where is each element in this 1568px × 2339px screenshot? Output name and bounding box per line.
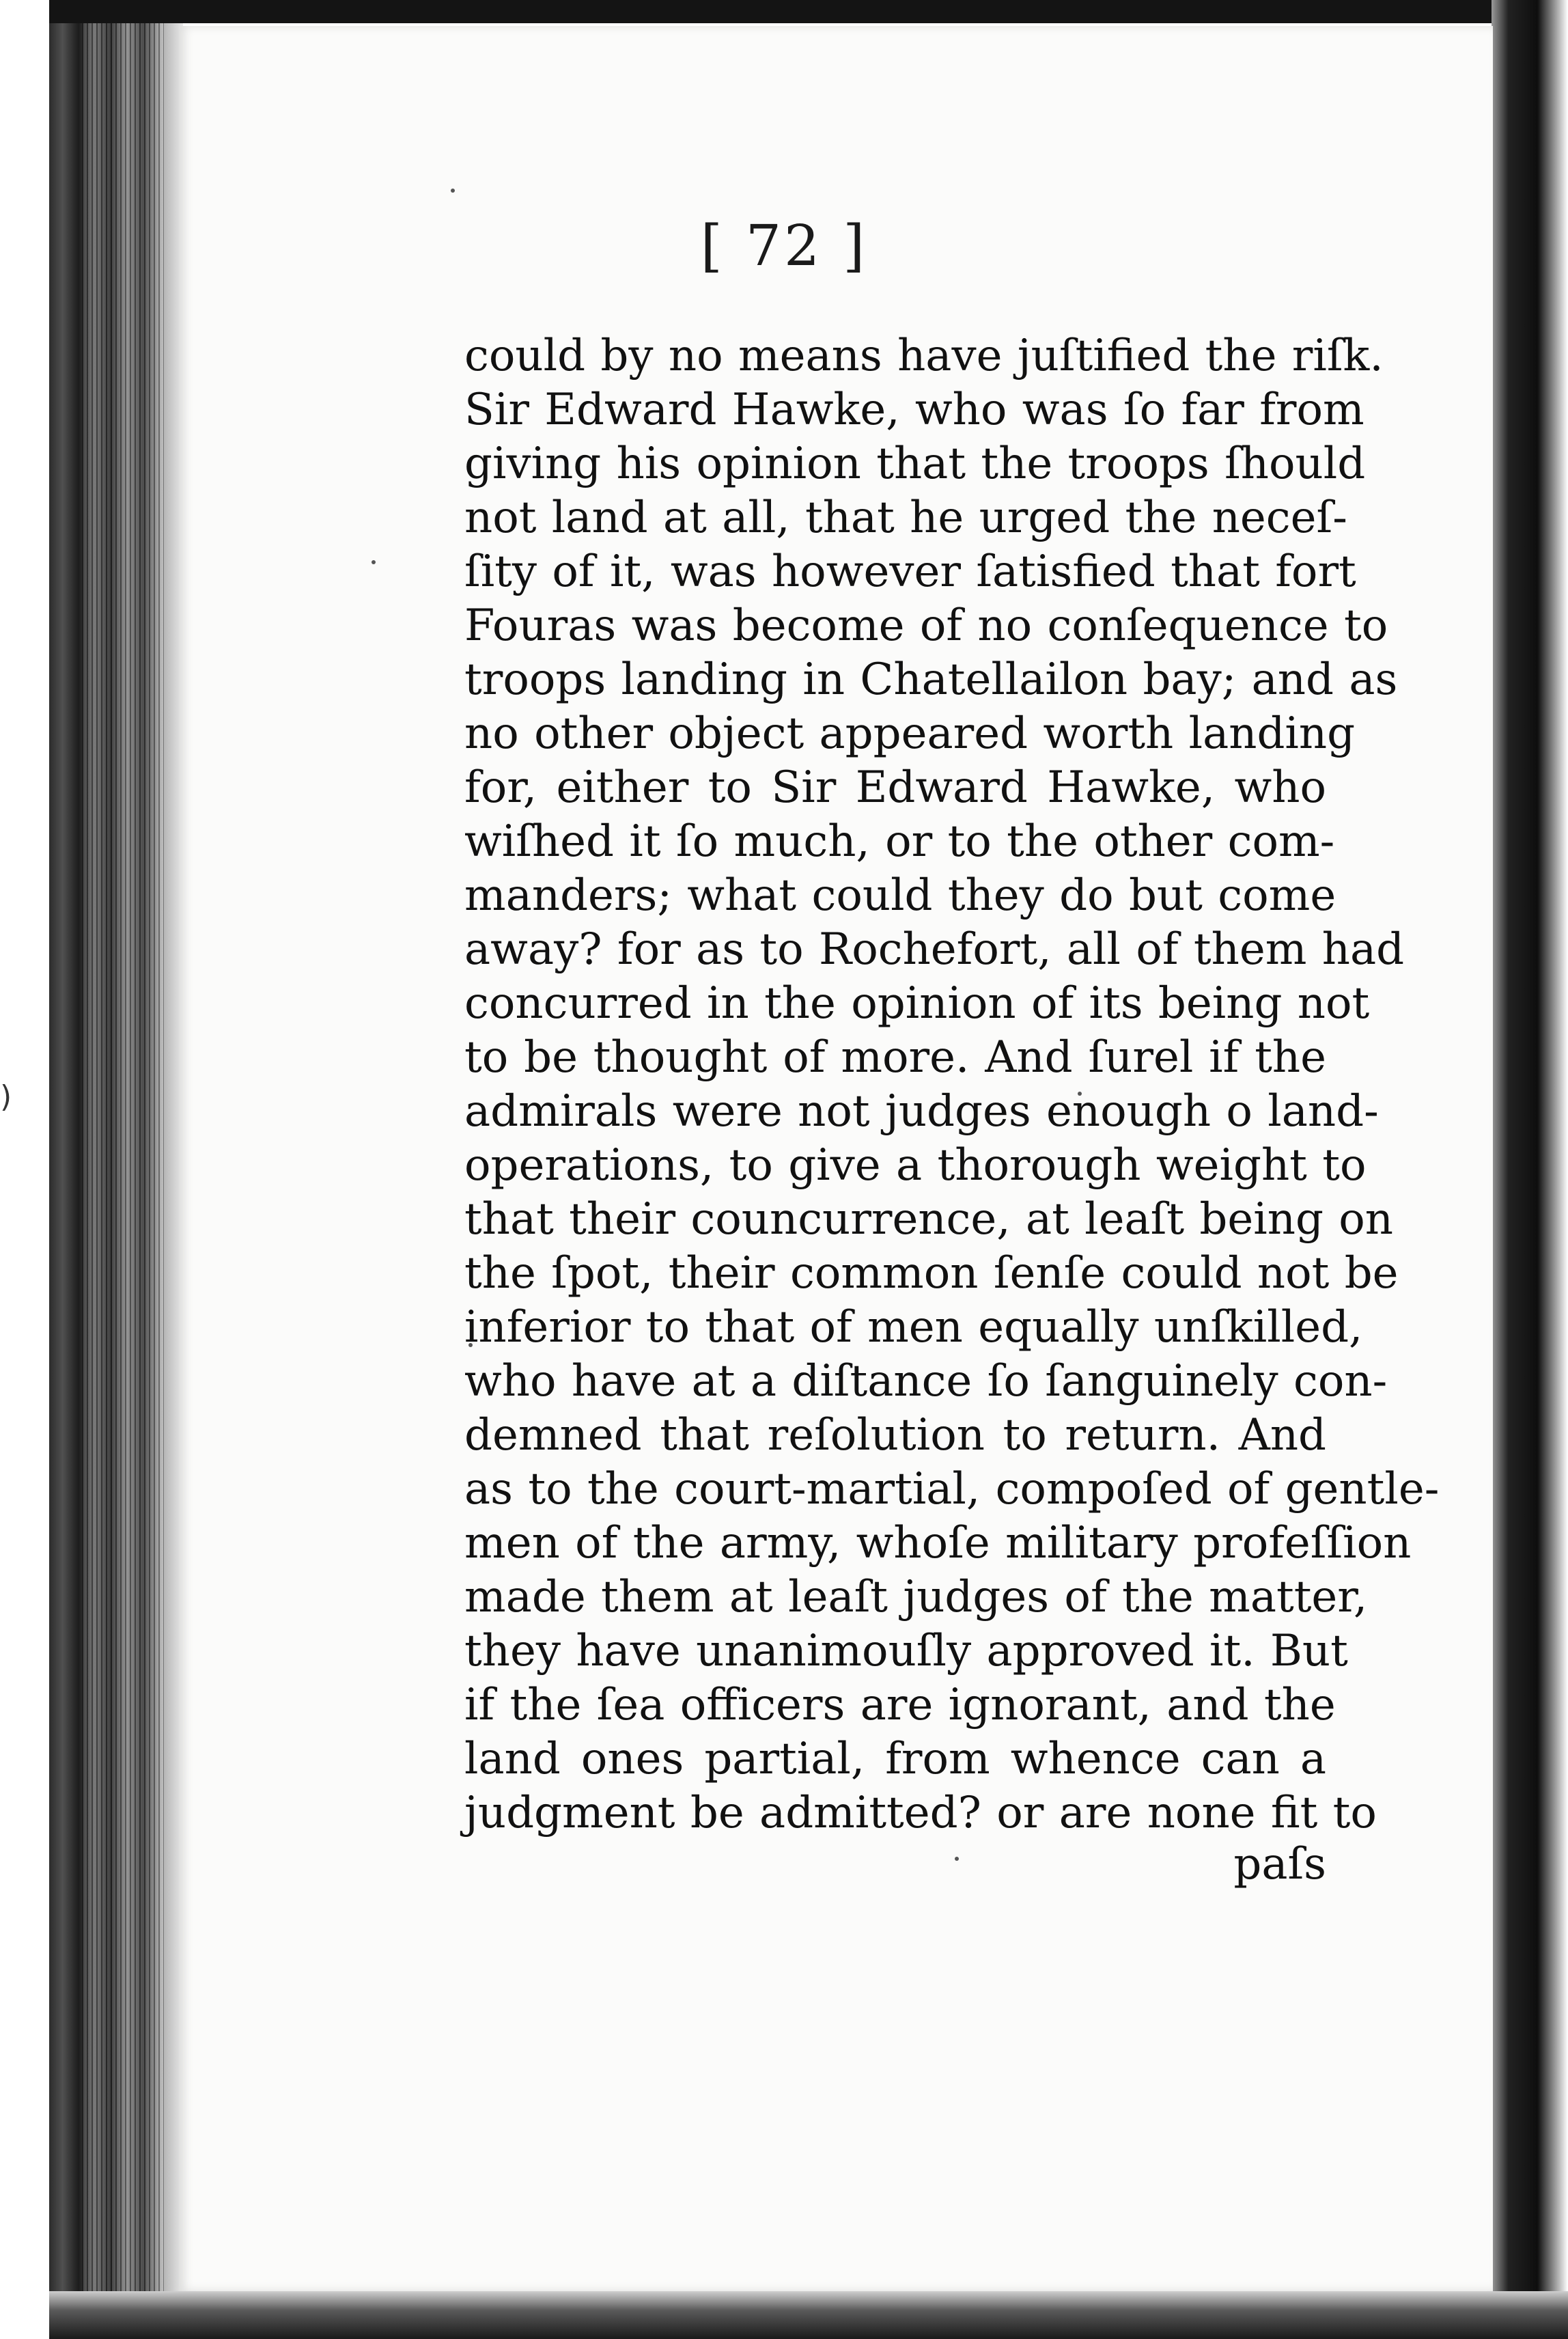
text-line: giving his opinion that the troops ſhould xyxy=(464,439,1366,489)
text-line: Fouras was become of no conſequence to xyxy=(464,600,1388,651)
text-line: wiſhed it ſo much, or to the other com- xyxy=(464,816,1335,867)
text-line: Sir Edward Hawke, who was ſo far from xyxy=(464,385,1364,435)
book-binding xyxy=(0,0,183,2339)
text-line: as to the court-martial, compoſed of gentle- xyxy=(464,1464,1440,1514)
scan-frame-right xyxy=(1492,0,1568,2339)
text-line: not land at all, that he urged the neceſ- xyxy=(464,493,1347,543)
text-line: judgment be admitted? or are none fit to xyxy=(464,1788,1377,1838)
text-line: the ſpot, their common ſenſe could not be xyxy=(464,1248,1399,1299)
text-line: they have unanimouſly approved it. But xyxy=(464,1626,1348,1676)
text-line: away? for as to Rochefort, all of them had xyxy=(464,924,1405,975)
text-line: demned that reſolution to return. And xyxy=(464,1410,1326,1461)
text-line: ſity of it, was however ſatisfied that fort xyxy=(464,546,1356,597)
text-line: troops landing in Chatellailon bay; and as xyxy=(464,654,1398,705)
text-line: if the ſea officers are ignorant, and the xyxy=(464,1680,1336,1730)
text-line: no other object appeared worth landing xyxy=(464,708,1356,759)
scan-frame-bottom xyxy=(49,2291,1568,2339)
text-line: concurred in the opinion of its being not xyxy=(464,978,1370,1029)
text-line: for, either to Sir Edward Hawke, who xyxy=(464,762,1326,813)
text-line: operations, to give a thorough weight to xyxy=(464,1140,1367,1191)
body-text xyxy=(464,329,1440,1840)
text-line: made them at leaſt judges of the matter, xyxy=(464,1572,1368,1622)
scan-frame-top xyxy=(49,0,1568,23)
text-line: manders; what could they do but come xyxy=(464,870,1336,921)
page-number: [ 72 ] xyxy=(700,214,868,279)
binding-page-edges xyxy=(82,0,164,2339)
text-line: who have at a diſtance ſo ſanguinely con- xyxy=(464,1356,1388,1407)
text-line: that their councurrence, at leaſt being on xyxy=(464,1194,1393,1245)
catchword: paſs xyxy=(1233,1839,1326,1890)
paper-speck xyxy=(372,560,376,564)
text-line: land ones partial, from whence can a xyxy=(464,1734,1326,1784)
scan-margin-mark: ) xyxy=(0,1079,12,1114)
text-line: could by no means have juſtified the riſk. xyxy=(464,331,1384,381)
text-line: inferior to that of men equally unſkilled, xyxy=(464,1302,1363,1353)
text-line: admirals were not judges enough o land- xyxy=(464,1086,1379,1137)
paper-speck xyxy=(451,189,455,193)
text-line: men of the army, whoſe military profeſſion xyxy=(464,1518,1412,1568)
text-line: to be thought of more. And ſurel if the xyxy=(464,1032,1326,1083)
